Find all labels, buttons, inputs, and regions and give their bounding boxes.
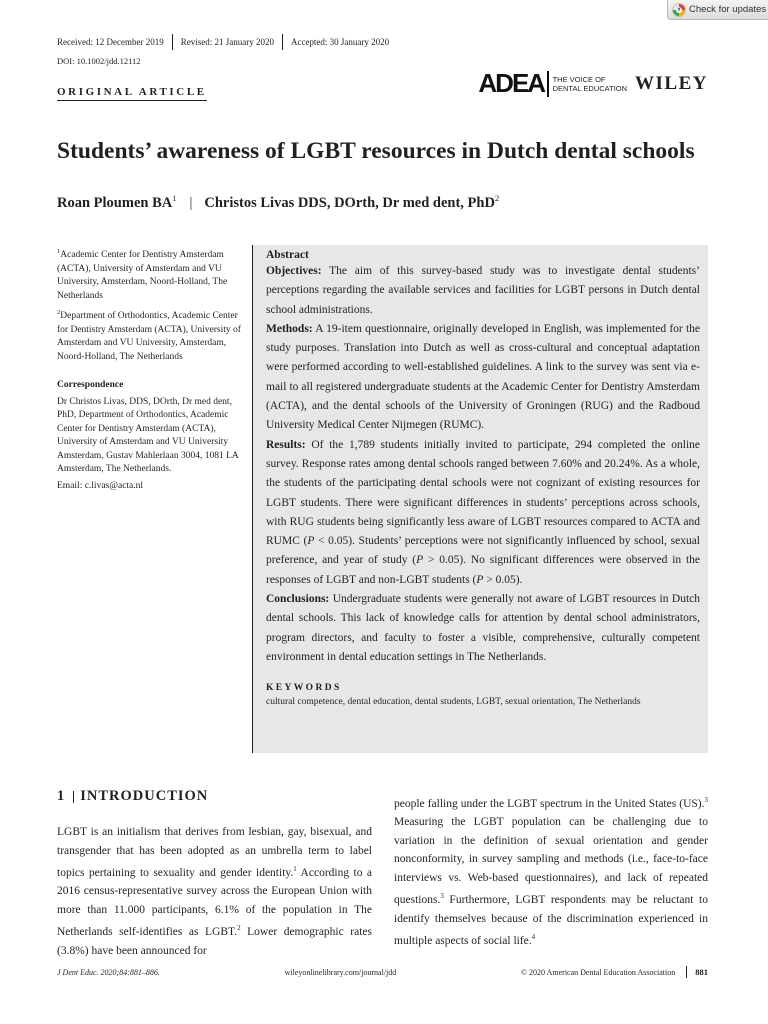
wiley-logo: WILEY <box>635 72 708 94</box>
correspondence-address: Dr Christos Livas, DDS, DOrth, Dr med dent, PhD, Department of Orthodontics, Academic Center for Dentistry Amsterdam (ACTA), University of Amsterdam and VU University Amsterdam, Gustav Mahlerlaan 3004, 1081 LA Amsterdam, The Netherlands. <box>57 396 239 475</box>
reference-link[interactable]: 1 <box>293 865 297 873</box>
abstract-methods <box>266 320 700 436</box>
introduction-column-left <box>57 823 372 960</box>
tagline-line: DENTAL EDUCATION <box>552 83 628 93</box>
affiliation-number: 2 <box>57 309 61 317</box>
article-type-label: ORIGINAL ARTICLE <box>57 86 207 101</box>
methods-label: Methods: <box>266 322 313 335</box>
reference-link[interactable]: 3 <box>440 892 444 901</box>
results-text: < 0.05). Students’ perceptions were not significantly influenced by school, sexual preference, and year of study ( <box>266 535 700 567</box>
results-text: > 0.05). No significant differences were observed in the responses of LGBT and non-LGBT students ( <box>266 554 701 586</box>
keywords-list: cultural competence, dental education, dental students, LGBT, sexual orientation, The Netherlands <box>266 697 641 708</box>
journal-citation: J Dent Educ. 2020;84:881–886. <box>57 967 160 977</box>
body-text: LGBT is an initialism that derives from lesbian, gay, bisexual, and transgender that has been adopted as an umbrella term to label topics pertaining to sexuality and gender identity. <box>57 826 372 879</box>
abstract-conclusions <box>266 590 700 667</box>
adea-tagline <box>553 75 627 93</box>
revised-date: Revised: 21 January 2020 <box>180 37 274 47</box>
results-text: Of the 1,789 students initially invited to participate, 294 completed the online survey. Response rates among dental schools ranged between 7.60% and 20.24%. As a whole, the students of the participating dental schools were not cognizant of existing resources for LGBT students. There were significant differences in students’ perceptions across schools, with RUG students being significantly less aware of LGBT resources compared to ACTA and RUMC ( <box>266 438 700 548</box>
affiliations-sidebar <box>57 245 249 496</box>
author <box>204 193 499 212</box>
p-value-symbol: P <box>476 573 484 586</box>
abstract-box <box>252 245 708 753</box>
article-title: Students’ awareness of LGBT resources in Dutch dental schools <box>57 138 695 164</box>
affiliation-text: Academic Center for Dentistry Amsterdam (ACTA), University of Amsterdam and VU University, Amsterdam, Noord-Holland, The Netherlands <box>57 250 228 301</box>
section-title: INTRODUCTION <box>80 788 209 804</box>
body-text: Lower demographic rates (3.8%) have been announced for <box>57 926 372 957</box>
keywords-heading: KEYWORDS <box>266 683 342 694</box>
author-affiliation-ref: 1 <box>172 193 177 203</box>
introduction-heading <box>57 788 208 805</box>
affiliation-text: Department of Orthodontics, Academic Center for Dentistry Amsterdam (ACTA), University of Amsterdam and VU University, Amsterdam, Noord-Holland, The Netherlands <box>57 311 241 362</box>
section-divider <box>73 791 74 803</box>
body-text: people falling under the LGBT spectrum in the United States (US). <box>394 797 705 810</box>
abstract-results <box>266 436 700 590</box>
check-for-updates-label: Check for updates <box>689 4 767 15</box>
author-list <box>57 193 499 212</box>
objectives-label: Objectives: <box>266 265 322 277</box>
page-number: 881 <box>695 967 708 977</box>
abstract-objectives <box>266 262 700 320</box>
p-value-symbol: P <box>416 554 424 567</box>
received-date: Received: 12 December 2019 <box>57 37 164 47</box>
affiliation <box>57 245 249 303</box>
reference-link[interactable]: 3 <box>704 796 708 804</box>
date-divider <box>282 34 283 50</box>
methods-text: A 19-item questionnaire, originally developed in English, was implemented for the study purposes. Translation into Dutch as well as cross-cultural and conceptual adaptation were performed according to well-established guidelines. A link to the survey was sent via e-mail to all registered undergraduate students at the Academic Center for Dentistry Amsterdam (ACTA), and the dental schools of the University of Groningen (RUG) and the Radboud University Medical Center Nijmegen (RUMC). <box>266 322 700 432</box>
objectives-text: The aim of this survey-based study was to investigate dental students’ perceptions regarding the available services and facilities for LGBT persons in Dutch dental school administrations. <box>266 265 700 316</box>
p-value-symbol: P <box>307 535 315 548</box>
author-name: Roan Ploumen BA <box>57 194 173 211</box>
author-divider: | <box>189 194 193 211</box>
body-text: Measuring the LGBT population can be challenging due to variation in the definition of sexual orientation and gender nonconformity, in survey sampling and methods (i.e., face-to-face interviews vs. Web-based questionnaires), and lack of repeated questions. <box>394 816 708 907</box>
author-affiliation-ref: 2 <box>494 193 500 203</box>
check-for-updates-button[interactable] <box>667 0 768 20</box>
body-text: Furthermore, LGBT respondents may be reluctant to identify themselves because of the discrimination experienced in multiple aspects of social life. <box>394 894 708 947</box>
affiliation-number: 1 <box>57 248 61 255</box>
results-text: > 0.05). <box>483 573 523 586</box>
author-name: Christos Livas DDS, DOrth, Dr med dent, PhD <box>204 194 495 211</box>
correspondence-heading: Correspondence <box>57 380 124 391</box>
affiliation <box>57 306 249 364</box>
date-divider <box>172 34 173 50</box>
conclusions-label: Conclusions: <box>266 593 330 606</box>
reference-link[interactable]: 2 <box>237 924 241 933</box>
tagline-line: THE VOICE OF <box>552 74 606 84</box>
page-number-divider <box>686 966 687 978</box>
crossmark-icon <box>672 3 686 17</box>
accepted-date: Accepted: 30 January 2020 <box>290 37 390 47</box>
doi: DOI: 10.1002/jdd.12112 <box>57 56 141 66</box>
results-label: Results: <box>266 438 306 451</box>
author <box>57 193 176 212</box>
body-text: According to a 2016 census-representative survey across the European Union with more than 11.000 participants, 6.1% of the population in The Netherlands self-identifies as LGBT. <box>57 866 372 939</box>
adea-logo: ADEA <box>478 68 545 98</box>
footer-right <box>521 966 708 978</box>
copyright: © 2020 American Dental Education Association <box>520 967 676 977</box>
logo-divider <box>547 71 549 97</box>
conclusions-text: Undergraduate students were generally not aware of LGBT resources in Dutch dental schools. This lack of knowledge calls for attention by dental school administrators, program directors, and faculty to foster a visible, comprehensive, culturally competent environment in dental education settings in The Netherlands. <box>266 593 700 663</box>
reference-link[interactable]: 4 <box>531 933 536 942</box>
abstract-heading: Abstract <box>266 249 309 261</box>
section-number: 1 <box>57 788 66 804</box>
correspondence-email[interactable]: Email: c.livas@acta.nl <box>57 480 144 491</box>
article-dates <box>57 34 389 50</box>
publisher-logos <box>478 68 708 99</box>
page-footer <box>57 966 708 978</box>
introduction-column-right <box>394 791 708 950</box>
journal-url[interactable]: wileyonlinelibrary.com/journal/jdd <box>284 967 397 977</box>
